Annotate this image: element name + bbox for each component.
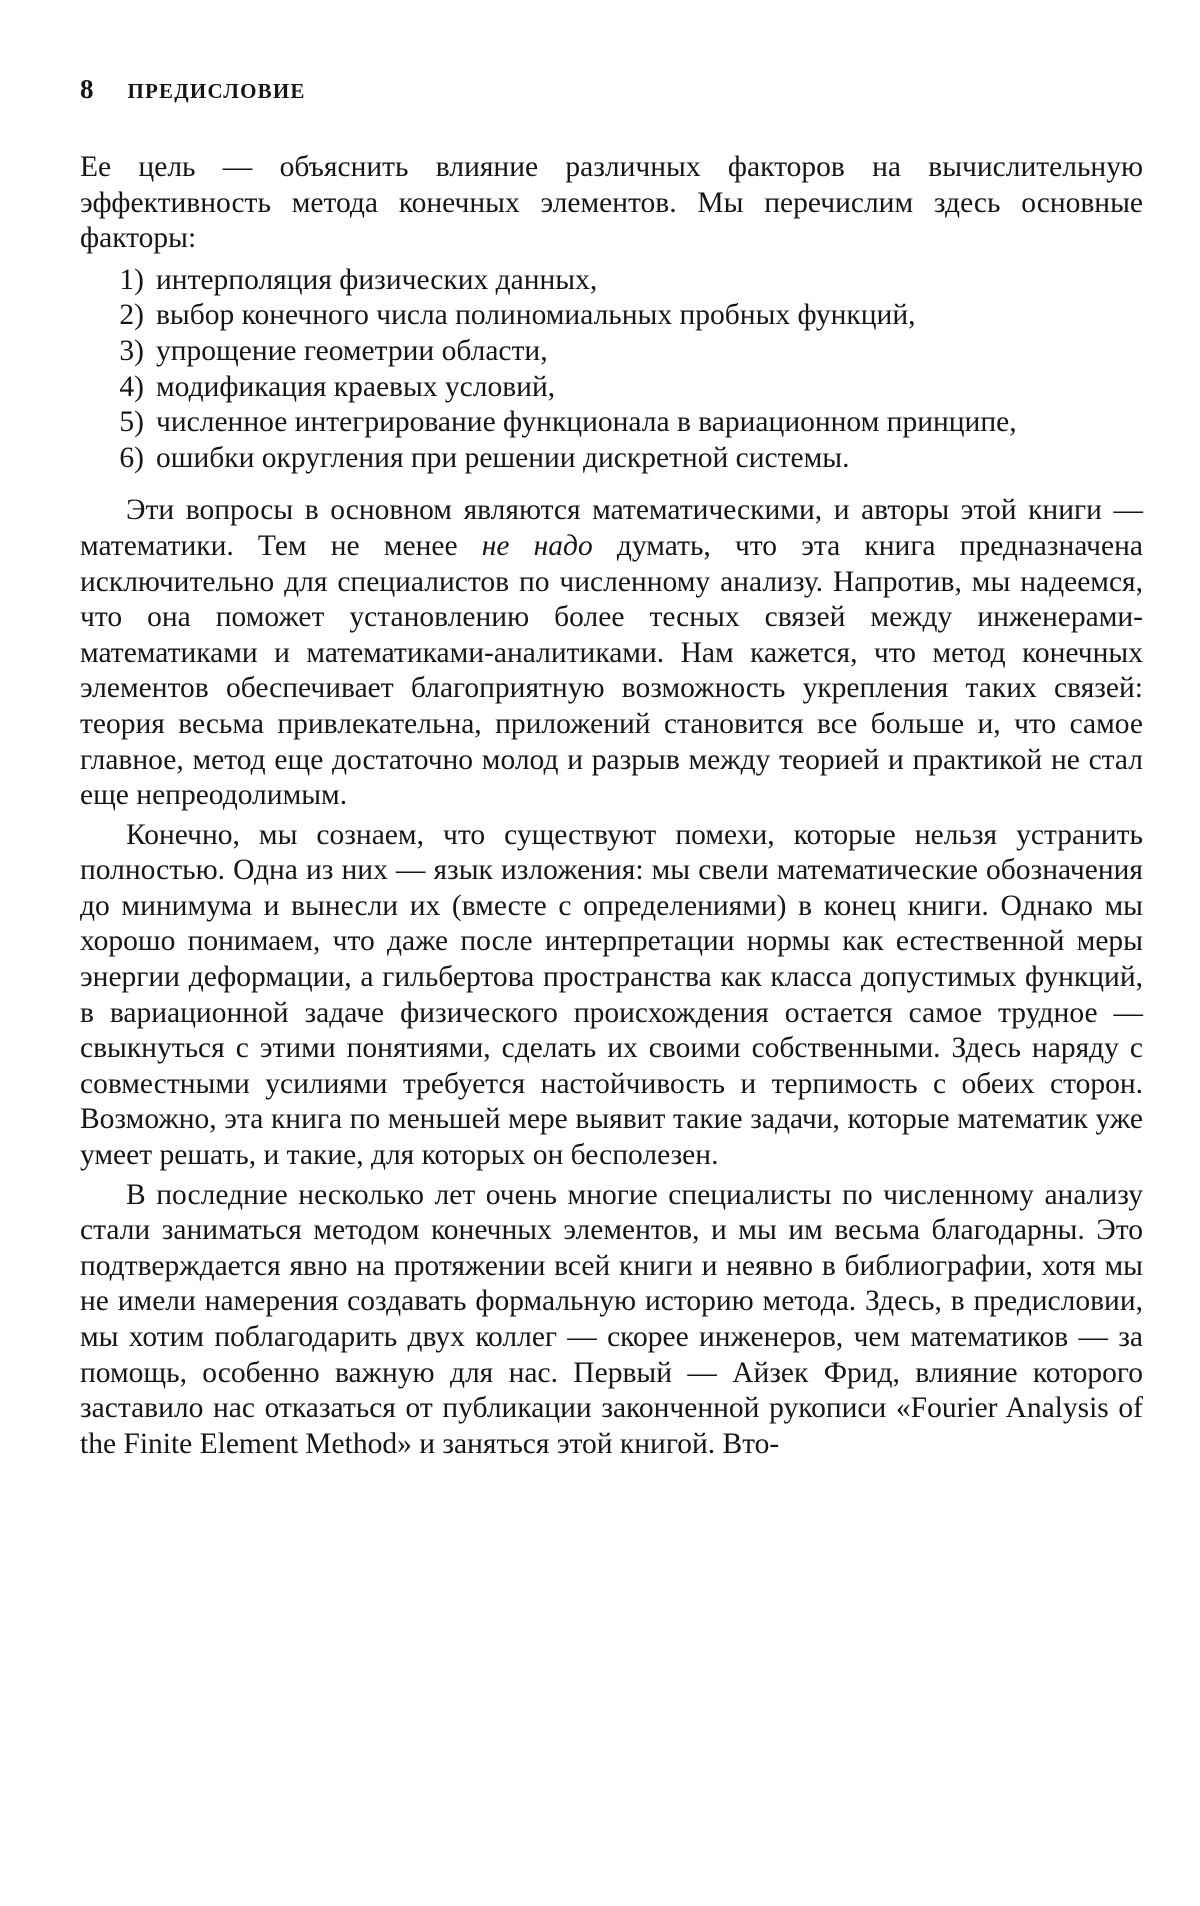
list-item-number: 5)	[80, 405, 156, 441]
paragraph-authors-start: Эти вопросы в основном являются математическими, и авторы этой книги — математики. Тем не менее	[80, 494, 1143, 562]
list-item-number: 1)	[80, 263, 156, 299]
section-title: ПРЕДИСЛОВИЕ	[128, 79, 306, 104]
list-item	[80, 370, 1143, 406]
list-item	[80, 441, 1143, 477]
book-page	[0, 0, 1200, 1906]
list-item	[80, 298, 1143, 334]
paragraph-obstacles: Конечно, мы сознаем, что существуют помехи, которые нельзя устранить полностью. Одна из них — язык изложения: мы свели математические обозначения до минимума и вынесли их (вместе с определениями) в конец книги. Однако мы хорошо понимаем, что даже после интерпретации нормы как естественной меры энергии деформации, а гильбертова пространства как класса допустимых функций, в вариационной задаче физического происхождения остается самое трудное — свыкнуться с этими понятиями, сделать их своими собственными. Здесь наряду с совместными усилиями требуется настойчивость и терпимость с обеих сторон. Возможно, эта книга по меньшей мере выявит такие задачи, которые математик уже умеет решать, и такие, для которых он бесполезен.	[80, 818, 1143, 1174]
paragraph-authors-end: думать, что эта книга предназначена исключительно для специалистов по численному анализу. Напротив, мы надеемся, что она поможет установлению более тесных связей между инженерами-математиками и математиками-аналитиками. Нам кажется, что метод конечных элементов обеспечивает благоприятную возможность укрепления таких связей: теория весьма привлекательна, приложений становится все больше и, что самое главное, метод еще достаточно молод и разрыв между теорией и практикой не стал еще непреодолимым.	[80, 530, 1143, 811]
list-item-number: 6)	[80, 441, 156, 477]
list-item	[80, 263, 1143, 299]
emphasis-text: не надо	[482, 530, 593, 562]
factors-list	[80, 263, 1143, 477]
list-item-number: 2)	[80, 298, 156, 334]
paragraph-authors	[80, 493, 1143, 813]
body-text	[80, 150, 1143, 1462]
page-number: 8	[80, 74, 94, 105]
list-item-number: 3)	[80, 334, 156, 370]
intro-paragraph: Ее цель — объяснить влияние различных факторов на вычислительную эффективность метода конечных элементов. Мы перечислим здесь основные факторы:	[80, 150, 1143, 257]
list-item-text: интерполяция физических данных,	[156, 263, 1143, 299]
paragraph-acknowledgements: В последние несколько лет очень многие специалисты по численному анализу стали заниматься методом конечных элементов, и мы им весьма благодарны. Это подтверждается явно на протяжении всей книги и неявно в библиографии, хотя мы не имели намерения создавать формальную историю метода. Здесь, в предисловии, мы хотим поблагодарить двух коллег — скорее инженеров, чем математиков — за помощь, особенно важную для нас. Первый — Айзек Фрид, влияние которого заставило нас отказаться от публикации законченной рукописи «Fourier Analysis of the Finite Element Method» и заняться этой книгой. Вто-	[80, 1178, 1143, 1463]
list-item	[80, 334, 1143, 370]
list-item-text: численное интегрирование функционала в вариационном принципе,	[156, 405, 1143, 441]
list-item-text: ошибки округления при решении дискретной системы.	[156, 441, 1143, 477]
list-item-text: выбор конечного числа полиномиальных пробных функций,	[156, 298, 1143, 334]
list-item	[80, 405, 1143, 441]
list-item-text: упрощение геометрии области,	[156, 334, 1143, 370]
list-item-text: модификация краевых условий,	[156, 370, 1143, 406]
list-item-number: 4)	[80, 370, 156, 406]
running-head	[80, 74, 306, 105]
